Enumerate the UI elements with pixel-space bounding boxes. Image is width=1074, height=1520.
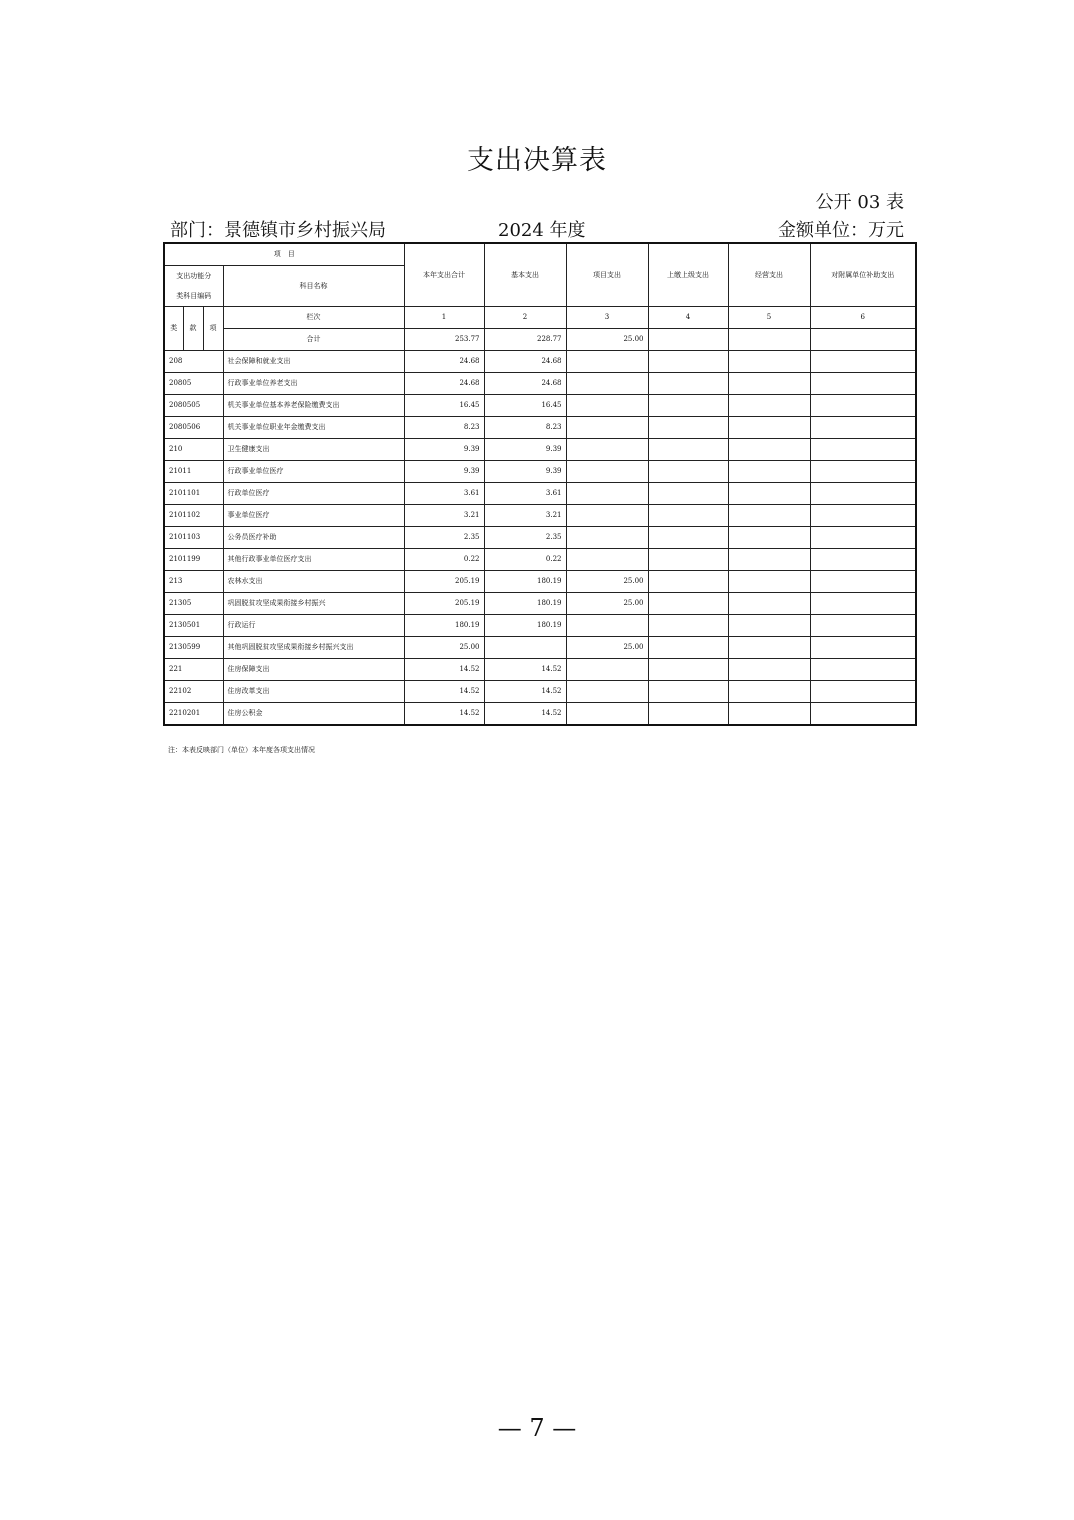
row-code: 2210201 [164,703,223,726]
row-basic: 180.19 [484,615,566,637]
row-code: 2101101 [164,483,223,505]
row-subsidy [810,439,916,461]
row-upper [648,417,728,439]
row-subsidy [810,417,916,439]
row-subsidy [810,681,916,703]
row-upper [648,703,728,726]
row-subsidy [810,483,916,505]
row-subject-name: 机关事业单位职业年金缴费支出 [223,417,404,439]
header-lei: 类 [164,307,183,351]
row-subject-name: 巩固脱贫攻坚成果衔接乡村振兴 [223,593,404,615]
row-upper [648,637,728,659]
row-upper [648,351,728,373]
table-row [164,373,916,395]
row-business [728,395,810,417]
row-subsidy [810,505,916,527]
row-project [566,527,648,549]
header-row-lanci [164,307,916,329]
row-business [728,593,810,615]
row-code: 213 [164,571,223,593]
table-row [164,681,916,703]
row-business [728,681,810,703]
row-subject-name: 行政事业单位医疗 [223,461,404,483]
header-kuan: 款 [183,307,203,351]
row-basic: 14.52 [484,703,566,726]
row-project [566,351,648,373]
row-subject-name: 住房改革支出 [223,681,404,703]
header-row-project [164,243,916,266]
table-row [164,395,916,417]
row-upper [648,373,728,395]
col-number-2: 2 [484,307,566,329]
row-total: 24.68 [404,373,484,395]
amount-unit: 金额单位：万元 [778,220,904,241]
row-project [566,659,648,681]
row-basic: 0.22 [484,549,566,571]
row-subject-name: 行政运行 [223,615,404,637]
row-business [728,417,810,439]
header-func-code-line2: 类科目编码 [176,292,212,300]
table-row [164,505,916,527]
row-subsidy [810,615,916,637]
row-code: 2130501 [164,615,223,637]
row-basic: 180.19 [484,593,566,615]
row-total: 16.45 [404,395,484,417]
row-subsidy [810,395,916,417]
row-basic: 24.68 [484,373,566,395]
row-subsidy [810,351,916,373]
row-project: 25.00 [566,593,648,615]
row-subject-name: 行政事业单位养老支出 [223,373,404,395]
row-project: 25.00 [566,637,648,659]
header-xiang: 项 [203,307,223,351]
row-basic: 180.19 [484,571,566,593]
row-project [566,703,648,726]
form-number: 公开 03 表 [815,192,904,213]
row-total: 3.61 [404,483,484,505]
row-code: 21305 [164,593,223,615]
total-row [164,329,916,351]
row-subject-name: 农林水支出 [223,571,404,593]
row-code: 2080506 [164,417,223,439]
table-row [164,549,916,571]
total-amount: 253.77 [404,329,484,351]
row-business [728,483,810,505]
row-subject-name: 住房公积金 [223,703,404,726]
row-upper [648,659,728,681]
row-code: 21011 [164,461,223,483]
row-basic: 14.52 [484,681,566,703]
department-label: 部门：景德镇市乡村振兴局 [170,220,386,241]
row-business [728,549,810,571]
total-subsidy [810,329,916,351]
row-code: 20805 [164,373,223,395]
row-business [728,615,810,637]
col-number-1: 1 [404,307,484,329]
row-total: 14.52 [404,659,484,681]
row-basic: 9.39 [484,461,566,483]
row-code: 2080505 [164,395,223,417]
row-subsidy [810,527,916,549]
row-basic: 3.21 [484,505,566,527]
row-code: 208 [164,351,223,373]
total-business [728,329,810,351]
row-subject-name: 行政单位医疗 [223,483,404,505]
row-subject-name: 公务员医疗补助 [223,527,404,549]
row-upper [648,593,728,615]
row-code: 22102 [164,681,223,703]
row-total: 9.39 [404,461,484,483]
row-code: 210 [164,439,223,461]
header-col-total: 本年支出合计 [404,243,484,307]
header-col-business: 经营支出 [728,243,810,307]
table-row [164,637,916,659]
row-subsidy [810,571,916,593]
row-business [728,373,810,395]
header-col-basic: 基本支出 [484,243,566,307]
header-lanci: 栏次 [223,307,404,329]
row-project [566,505,648,527]
row-basic [484,637,566,659]
row-subsidy [810,593,916,615]
row-business [728,461,810,483]
header-subject-name: 科目名称 [223,266,404,307]
total-upper [648,329,728,351]
row-subject-name: 社会保障和就业支出 [223,351,404,373]
row-total: 0.22 [404,549,484,571]
row-basic: 16.45 [484,395,566,417]
fiscal-year: 2024 年度 [498,220,586,241]
row-business [728,703,810,726]
row-business [728,351,810,373]
row-upper [648,549,728,571]
row-business [728,571,810,593]
row-upper [648,439,728,461]
row-total: 8.23 [404,417,484,439]
col-number-4: 4 [648,307,728,329]
total-basic: 228.77 [484,329,566,351]
col-number-3: 3 [566,307,648,329]
row-subsidy [810,703,916,726]
row-basic: 3.61 [484,483,566,505]
row-business [728,505,810,527]
row-upper [648,571,728,593]
row-project [566,373,648,395]
row-subsidy [810,549,916,571]
row-subject-name: 其他行政事业单位医疗支出 [223,549,404,571]
row-business [728,527,810,549]
row-code: 2130599 [164,637,223,659]
row-subject-name: 机关事业单位基本养老保险缴费支出 [223,395,404,417]
row-basic: 24.68 [484,351,566,373]
row-subsidy [810,637,916,659]
row-basic: 8.23 [484,417,566,439]
table-row [164,351,916,373]
row-upper [648,615,728,637]
row-code: 221 [164,659,223,681]
row-upper [648,681,728,703]
row-project [566,395,648,417]
col-number-6: 6 [810,307,916,329]
row-project [566,549,648,571]
total-project: 25.00 [566,329,648,351]
row-project [566,681,648,703]
row-upper [648,461,728,483]
header-func-code-line1: 支出功能分 [176,272,212,280]
row-total: 14.52 [404,681,484,703]
row-project [566,417,648,439]
page-title: 支出决算表 [467,145,607,176]
table-row [164,659,916,681]
table-row [164,703,916,726]
table-row [164,527,916,549]
header-col-upper: 上缴上级支出 [648,243,728,307]
row-basic: 9.39 [484,439,566,461]
total-label: 合计 [223,329,404,351]
row-total: 180.19 [404,615,484,637]
row-business [728,659,810,681]
row-total: 14.52 [404,703,484,726]
header-col-project: 项目支出 [566,243,648,307]
row-subject-name: 住房保障支出 [223,659,404,681]
row-project [566,483,648,505]
row-basic: 2.35 [484,527,566,549]
row-total: 3.21 [404,505,484,527]
row-total: 205.19 [404,593,484,615]
row-upper [648,505,728,527]
row-subject-name: 卫生健康支出 [223,439,404,461]
row-total: 2.35 [404,527,484,549]
row-project [566,439,648,461]
row-total: 205.19 [404,571,484,593]
table-row [164,615,916,637]
expenditure-table [163,242,917,726]
table-row [164,417,916,439]
row-code: 2101199 [164,549,223,571]
table-row [164,461,916,483]
row-total: 25.00 [404,637,484,659]
table-row [164,439,916,461]
row-business [728,439,810,461]
page-number: — 7 — [497,1414,577,1442]
header-project: 项 目 [164,243,404,266]
row-code: 2101102 [164,505,223,527]
table-note: 注：本表反映部门（单位）本年度各项支出情况 [168,746,315,754]
row-subject-name: 其他巩固脱贫攻坚成果衔接乡村振兴支出 [223,637,404,659]
row-total: 24.68 [404,351,484,373]
header-func-code [164,266,223,307]
table-row [164,571,916,593]
row-upper [648,395,728,417]
row-subject-name: 事业单位医疗 [223,505,404,527]
header-col-subsidy: 对附属单位补助支出 [810,243,916,307]
row-upper [648,527,728,549]
row-subsidy [810,461,916,483]
row-project [566,615,648,637]
row-subsidy [810,659,916,681]
row-upper [648,483,728,505]
table-row [164,593,916,615]
row-project: 25.00 [566,571,648,593]
row-total: 9.39 [404,439,484,461]
row-business [728,637,810,659]
row-basic: 14.52 [484,659,566,681]
table-row [164,483,916,505]
row-project [566,461,648,483]
row-code: 2101103 [164,527,223,549]
row-subsidy [810,373,916,395]
col-number-5: 5 [728,307,810,329]
